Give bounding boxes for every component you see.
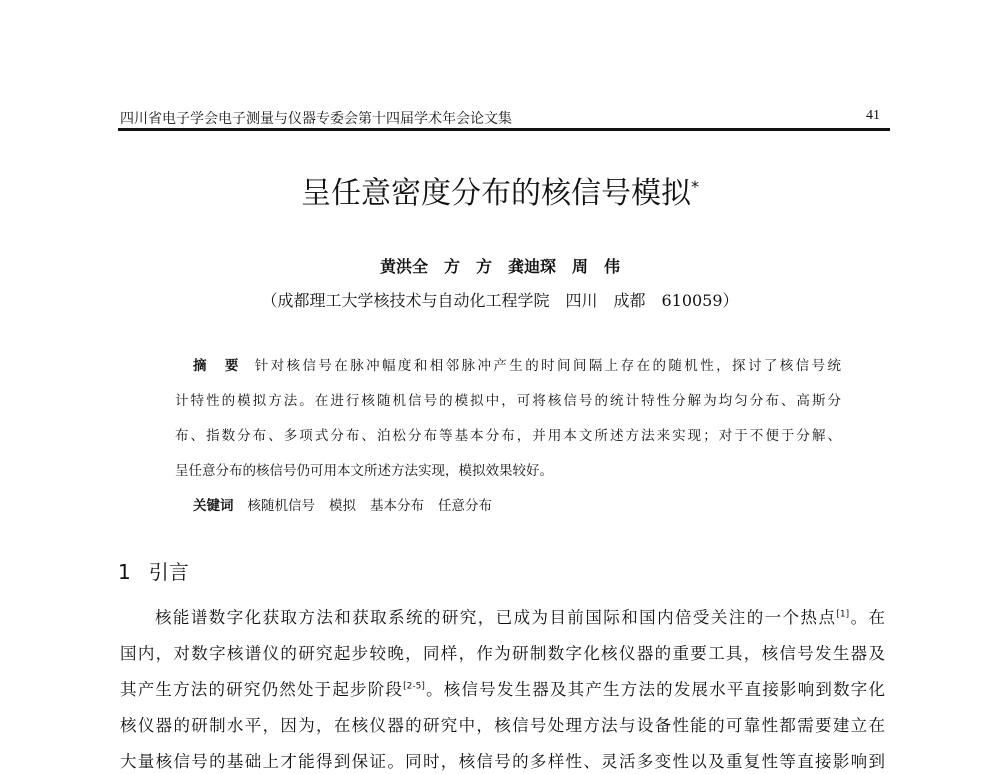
section-title: 引言	[148, 560, 189, 584]
body-line: 核仪器的研制水平，因为，在核仪器的研究中，核信号处理方法与设备性能的可靠性都需要建立在	[120, 716, 885, 735]
citation: [1]	[836, 609, 850, 620]
section-number: 1	[118, 560, 131, 584]
abstract-line: 计特性的模拟方法。在进行核随机信号的模拟中，可将核信号的统计特性分解为均匀分布、高斯分	[175, 393, 841, 409]
body-text: 。核信号发生器及其产生方法的发展水平直接影响到数字化	[424, 680, 885, 699]
title-text: 呈任意密度分布的核信号模拟	[301, 176, 691, 211]
abstract-line: 布、指数分布、多项式分布、泊松分布等基本分布，并用本文所述方法来实现；对于不便于分解、	[175, 428, 841, 444]
body-line: 国内，对数字核谱仪的研究起步较晚，同样，作为研制数字化核仪器的重要工具，核信号发生器及	[120, 644, 885, 663]
body-line	[155, 606, 885, 630]
page-number: 41	[866, 108, 880, 123]
body-text: 核能谱数字化获取方法和获取系统的研究，已成为目前国际和国内倍受关注的一个热点	[155, 608, 837, 627]
citation: [2-5]	[403, 681, 425, 692]
abstract-label: 摘 要	[193, 358, 241, 374]
header-rule	[118, 128, 890, 131]
keyword: 任意分布	[438, 498, 492, 514]
paper-title	[0, 168, 1000, 212]
keyword: 模拟	[329, 498, 356, 514]
authors: 黄洪全 方 方 龚迪琛 周 伟	[379, 257, 620, 276]
abstract-line	[193, 356, 841, 376]
abstract-line: 呈任意分布的核信号仍可用本文所述方法实现，模拟效果较好。	[175, 463, 553, 479]
section-heading	[118, 556, 189, 585]
keyword: 基本分布	[370, 498, 424, 514]
affiliation: （成都理工大学核技术与自动化工程学院 四川 成都 610059）	[261, 291, 739, 310]
body-line	[120, 678, 885, 702]
body-text: 其产生方法的研究仍然处于起步阶段	[120, 680, 404, 699]
title-footnote-mark: *	[691, 177, 699, 196]
abstract-text: 针对核信号在脉冲幅度和相邻脉冲产生的时间间隔上存在的随机性，探讨了核信号统	[254, 358, 841, 374]
keyword: 核随机信号	[247, 498, 315, 514]
body-line: 大量核信号的基础上才能得到保证。同时，核信号的多样性、灵活多变性以及重复性等直接影响到	[120, 752, 885, 771]
keywords-label: 关键词	[193, 498, 234, 514]
body-text: 。在	[849, 608, 885, 627]
keywords	[193, 496, 492, 516]
running-header: 四川省电子学会电子测量与仪器专委会第十四届学术年会论文集	[120, 111, 512, 127]
